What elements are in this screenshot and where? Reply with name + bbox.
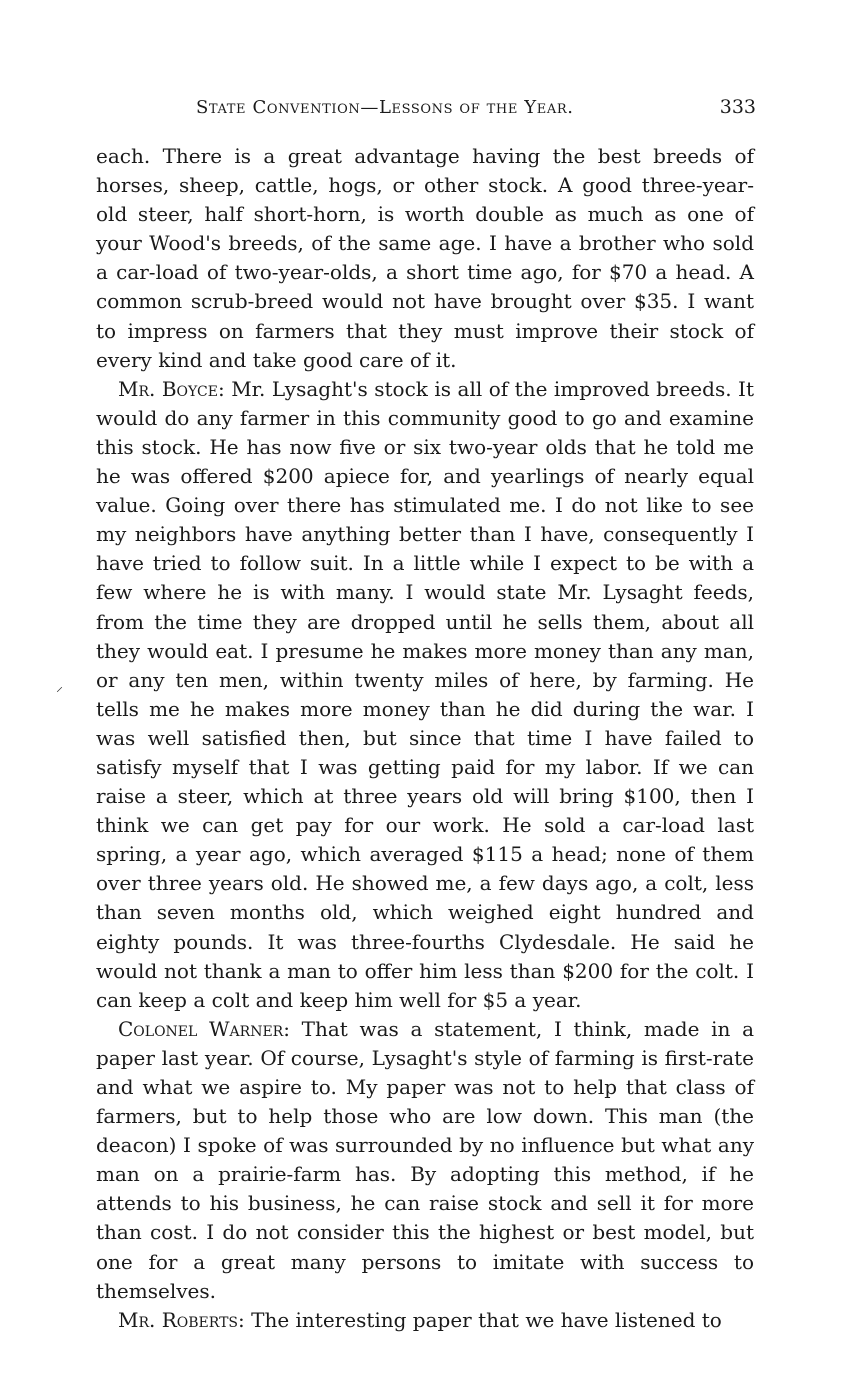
paragraph-text: each. There is a great advantage having the best breeds of horses, sheep, cattle, hogs, or other stock. A good three-year-old steer, half short-horn, is worth double as much as one of your Wood's breeds, of the same age. I have a brother who sold a car-load of two-year-olds, a short time ago, for $70 a head. A common scrub-breed would not have brought over $35. I want to impress on farmers that they must improve their stock of every kind and take good care of it.	[96, 144, 754, 372]
paragraph-text: The interesting paper that we have listened to	[244, 1307, 722, 1332]
speaker-name: Mr. Roberts:	[118, 1307, 245, 1332]
body-text	[96, 142, 754, 1335]
paragraph-continuation	[96, 142, 754, 375]
speaker-name: Mr. Boyce:	[118, 376, 225, 401]
paragraph-warner	[96, 1015, 754, 1306]
page-header	[96, 96, 756, 126]
paragraph-boyce	[96, 375, 754, 1015]
paragraph-text: Mr. Lysaght's stock is all of the improved breeds. It would do any farmer in this community good to go and examine this stock. He has now five or six two-year olds that he told me he was offered $200 apiece for, and yearlings of nearly equal value. Going over there has stimulated me. I do not like to see my neighbors have anything better than I have, consequently I have tried to follow suit. In a little while I expect to be with a few where he is with many. I would state Mr. Lysaght feeds, from the time they are dropped until he sells them, about all they would eat. I presume he makes more money than any man, or any ten men, within twenty miles of here, by farming. He tells me he makes more money than he did during the war. I was well satisfied then, but since that time I have failed to satisfy myself that I was getting paid for my labor. If we can raise a steer, which at three years old will bring $100, then I think we can get pay for our work. He sold a car-load last spring, a year ago, which averaged $115 a head; none of them over three years old. He showed me, a few days ago, a colt, less than seven months old, which weighed eight hundred and eighty pounds. It was three-fourths Clydesdale. He said he would not thank a man to offer him less than $200 for the colt. I can keep a colt and keep him well for $5 a year.	[96, 376, 754, 1012]
page-number: 333	[719, 96, 756, 118]
running-head: State Convention—Lessons of the Year.	[196, 97, 574, 118]
speaker-name: Colonel Warner:	[118, 1016, 290, 1041]
paragraph-text: That was a statement, I think, made in a paper last year. Of course, Lysaght's style of farming is first-rate and what we aspire to. My paper was not to help that class of farmers, but to help those who are low down. This man (the deacon) I spoke of was surrounded by no influence but what any man on a prairie-farm has. By adopting this method, if he attends to his business, he can raise stock and sell it for more than cost. I do not consider this the highest or best model, but one for a great many persons to imitate with success to themselves.	[96, 1016, 754, 1303]
paragraph-roberts	[96, 1306, 754, 1335]
margin-pencil-mark: ⸝	[56, 679, 63, 695]
